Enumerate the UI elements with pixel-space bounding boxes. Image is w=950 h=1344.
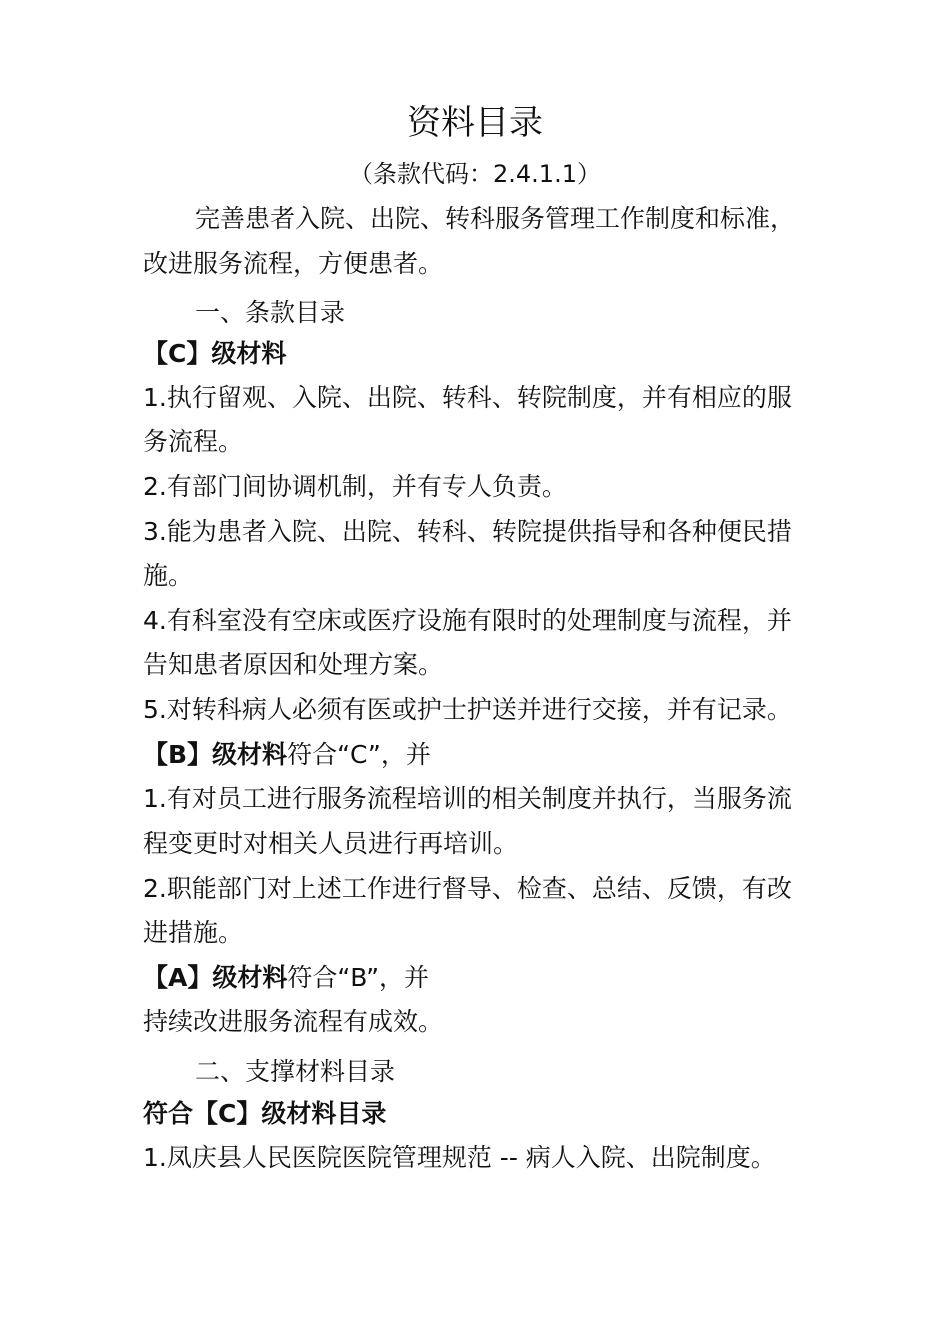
intro-line-1: 完善患者入院、出院、转科服务管理工作制度和标准， xyxy=(195,204,796,233)
a-level-heading xyxy=(143,962,429,994)
b-level-condition: 符合“C”，并 xyxy=(287,740,431,769)
c-item-line: 4.有科室没有空床或医疗设施有限时的处理制度与流程，并 xyxy=(143,606,792,635)
b-level-heading xyxy=(143,739,431,771)
section1-heading: 一、条款目录 xyxy=(195,298,346,327)
support-c-item-line: 1.凤庆县人民医院医院管理规范 -- 病人入院、出院制度。 xyxy=(143,1143,776,1172)
b-item-line: 1.有对员工进行服务流程培训的相关制度并执行，当服务流 xyxy=(143,784,792,813)
b-item-line: 程变更时对相关人员进行再培训。 xyxy=(143,829,519,858)
b-item-line: 2.职能部门对上述工作进行督导、检查、总结、反馈，有改 xyxy=(143,874,792,903)
c-item-line: 施。 xyxy=(143,561,194,590)
b-item-line: 进措施。 xyxy=(143,918,244,947)
a-level-condition: 符合“B”，并 xyxy=(287,963,430,992)
c-item-line: 1.执行留观、入院、出院、转科、转院制度，并有相应的服 xyxy=(143,383,792,412)
c-item-line: 务流程。 xyxy=(143,427,244,456)
section2-heading: 二、支撑材料目录 xyxy=(195,1057,396,1086)
c-item-line: 告知患者原因和处理方案。 xyxy=(143,650,444,679)
document-title: 资料目录 xyxy=(407,103,543,143)
clause-code: （条款代码：2.4.1.1） xyxy=(349,160,601,188)
support-c-heading: 符合【C】级材料目录 xyxy=(143,1099,387,1128)
c-item-line: 3.能为患者入院、出院、转科、转院提供指导和各种便民措 xyxy=(143,517,792,546)
a-level-label: 【A】级材料 xyxy=(143,963,288,992)
intro-line-2: 改进服务流程，方便患者。 xyxy=(143,249,444,278)
c-level-heading: 【C】级材料 xyxy=(143,339,287,368)
c-item-line: 2.有部门间协调机制，并有专人负责。 xyxy=(143,472,567,501)
c-item-line: 5.对转科病人必须有医或护士护送并进行交接，并有记录。 xyxy=(143,695,792,724)
b-level-label: 【B】级材料 xyxy=(143,740,288,769)
a-item-line: 持续改进服务流程有成效。 xyxy=(143,1007,444,1036)
